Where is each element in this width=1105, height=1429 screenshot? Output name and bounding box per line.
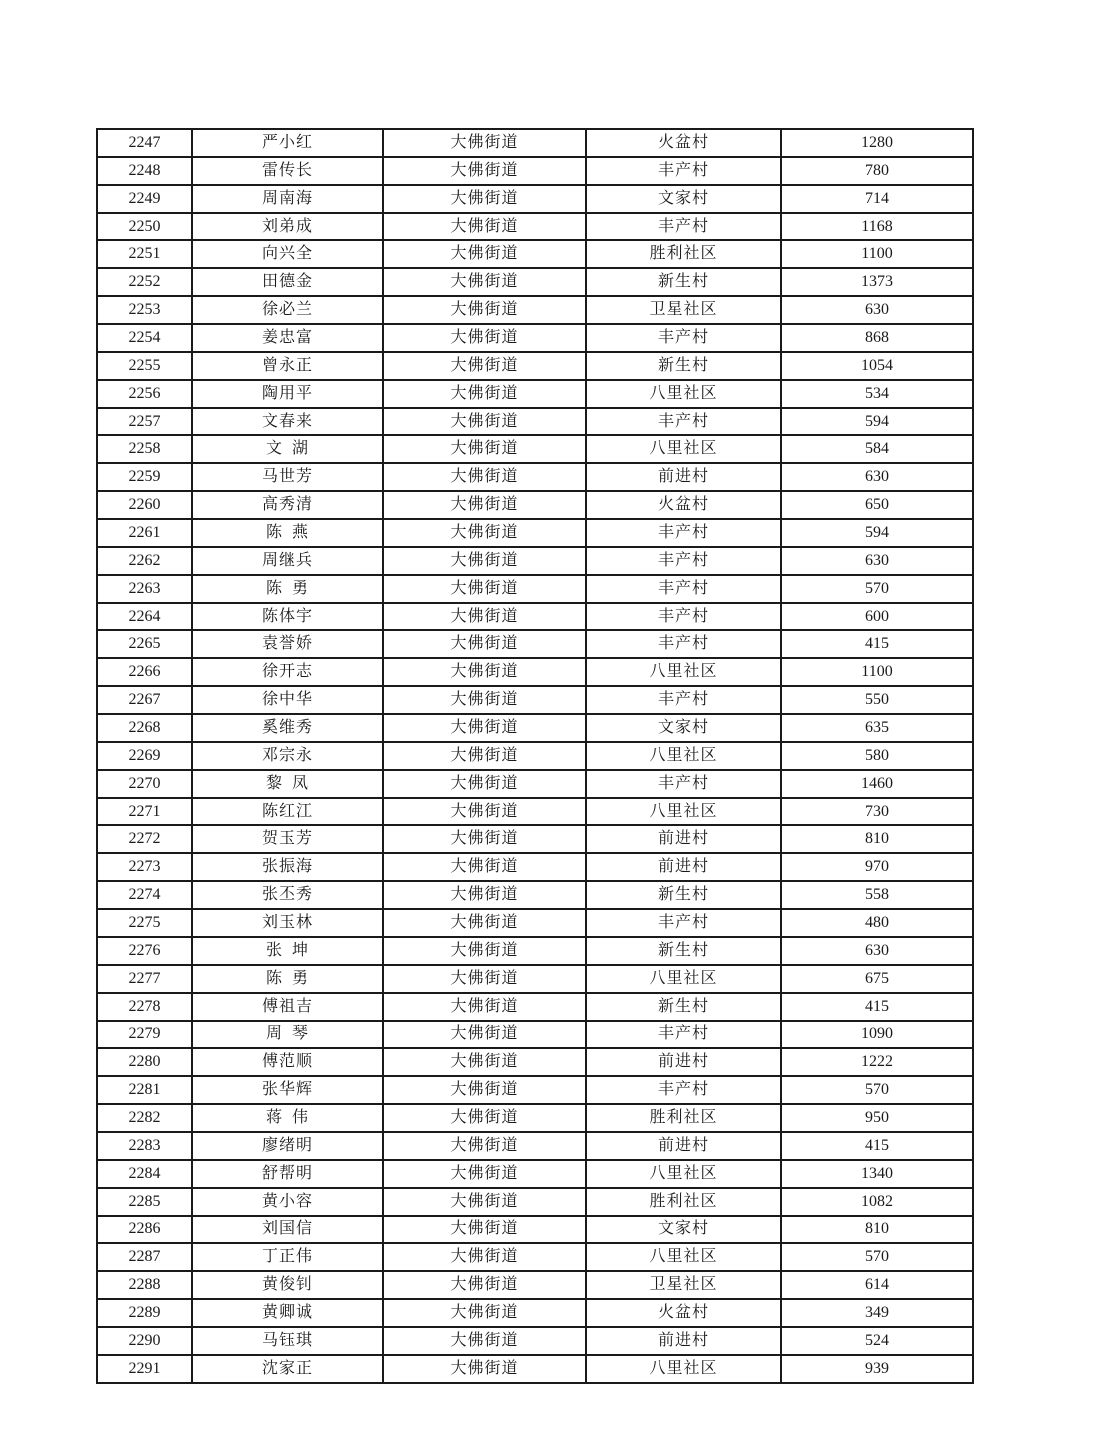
cell-serial: 2254: [97, 324, 192, 352]
cell-serial: 2248: [97, 157, 192, 185]
cell-name: 陈红江: [192, 798, 383, 826]
cell-amount: 570: [781, 1243, 973, 1271]
table-row: [97, 1327, 973, 1355]
cell-village: 丰产村: [586, 157, 781, 185]
table-row: [97, 1104, 973, 1132]
cell-serial: 2279: [97, 1021, 192, 1049]
cell-village: 八里社区: [586, 1160, 781, 1188]
cell-village: 前进村: [586, 463, 781, 491]
cell-amount: 1082: [781, 1188, 973, 1216]
table-row: [97, 491, 973, 519]
cell-name: 雷传长: [192, 157, 383, 185]
cell-village: 胜利社区: [586, 1188, 781, 1216]
cell-name: 黄小容: [192, 1188, 383, 1216]
cell-serial: 2250: [97, 213, 192, 241]
cell-serial: 2286: [97, 1216, 192, 1244]
cell-serial: 2265: [97, 630, 192, 658]
cell-serial: 2260: [97, 491, 192, 519]
cell-amount: 970: [781, 853, 973, 881]
cell-street: 大佛街道: [383, 1299, 586, 1327]
cell-street: 大佛街道: [383, 1243, 586, 1271]
cell-village: 丰产村: [586, 575, 781, 603]
table-row: [97, 408, 973, 436]
cell-serial: 2270: [97, 770, 192, 798]
cell-amount: 1340: [781, 1160, 973, 1188]
cell-amount: 810: [781, 825, 973, 853]
cell-village: 丰产村: [586, 603, 781, 631]
cell-village: 文家村: [586, 714, 781, 742]
cell-name: 周 琴: [192, 1021, 383, 1049]
table-row: [97, 714, 973, 742]
cell-street: 大佛街道: [383, 380, 586, 408]
cell-serial: 2277: [97, 965, 192, 993]
cell-street: 大佛街道: [383, 435, 586, 463]
cell-name: 文春来: [192, 408, 383, 436]
cell-village: 新生村: [586, 881, 781, 909]
cell-name: 马钰琪: [192, 1327, 383, 1355]
table-row: [97, 770, 973, 798]
cell-name: 刘国信: [192, 1216, 383, 1244]
cell-serial: 2266: [97, 658, 192, 686]
cell-amount: 939: [781, 1355, 973, 1383]
table-row: [97, 1160, 973, 1188]
cell-serial: 2291: [97, 1355, 192, 1383]
table-row: [97, 435, 973, 463]
cell-serial: 2272: [97, 825, 192, 853]
cell-village: 八里社区: [586, 742, 781, 770]
cell-name: 徐必兰: [192, 296, 383, 324]
cell-village: 前进村: [586, 825, 781, 853]
cell-name: 黄卿诚: [192, 1299, 383, 1327]
cell-street: 大佛街道: [383, 575, 586, 603]
cell-amount: 1090: [781, 1021, 973, 1049]
cell-street: 大佛街道: [383, 714, 586, 742]
cell-amount: 1054: [781, 352, 973, 380]
cell-serial: 2267: [97, 686, 192, 714]
cell-village: 前进村: [586, 1132, 781, 1160]
cell-name: 黎 凤: [192, 770, 383, 798]
cell-street: 大佛街道: [383, 1021, 586, 1049]
cell-street: 大佛街道: [383, 491, 586, 519]
table-row: [97, 937, 973, 965]
cell-amount: 415: [781, 630, 973, 658]
cell-village: 胜利社区: [586, 240, 781, 268]
cell-name: 贺玉芳: [192, 825, 383, 853]
cell-street: 大佛街道: [383, 129, 586, 157]
cell-village: 丰产村: [586, 213, 781, 241]
cell-amount: 614: [781, 1271, 973, 1299]
table-row: [97, 742, 973, 770]
cell-village: 八里社区: [586, 658, 781, 686]
table-row: [97, 1048, 973, 1076]
table-row: [97, 993, 973, 1021]
cell-village: 丰产村: [586, 909, 781, 937]
cell-serial: 2287: [97, 1243, 192, 1271]
cell-street: 大佛街道: [383, 1327, 586, 1355]
cell-street: 大佛街道: [383, 1216, 586, 1244]
cell-name: 陈 燕: [192, 519, 383, 547]
cell-serial: 2262: [97, 547, 192, 575]
cell-amount: 1373: [781, 268, 973, 296]
cell-name: 邓宗永: [192, 742, 383, 770]
cell-amount: 594: [781, 408, 973, 436]
cell-name: 陈 勇: [192, 965, 383, 993]
cell-serial: 2271: [97, 798, 192, 826]
cell-amount: 594: [781, 519, 973, 547]
table-row: [97, 1021, 973, 1049]
cell-name: 严小红: [192, 129, 383, 157]
cell-amount: 1168: [781, 213, 973, 241]
cell-street: 大佛街道: [383, 686, 586, 714]
cell-name: 陈 勇: [192, 575, 383, 603]
cell-village: 文家村: [586, 185, 781, 213]
cell-serial: 2284: [97, 1160, 192, 1188]
cell-street: 大佛街道: [383, 1076, 586, 1104]
cell-name: 丁正伟: [192, 1243, 383, 1271]
cell-village: 火盆村: [586, 491, 781, 519]
cell-street: 大佛街道: [383, 213, 586, 241]
cell-street: 大佛街道: [383, 240, 586, 268]
table-row: [97, 1299, 973, 1327]
cell-name: 向兴全: [192, 240, 383, 268]
cell-name: 傅范顺: [192, 1048, 383, 1076]
cell-street: 大佛街道: [383, 603, 586, 631]
cell-street: 大佛街道: [383, 519, 586, 547]
cell-street: 大佛街道: [383, 965, 586, 993]
cell-serial: 2247: [97, 129, 192, 157]
cell-serial: 2259: [97, 463, 192, 491]
table-row: [97, 240, 973, 268]
cell-serial: 2257: [97, 408, 192, 436]
cell-amount: 1100: [781, 658, 973, 686]
table-row: [97, 268, 973, 296]
cell-serial: 2288: [97, 1271, 192, 1299]
cell-street: 大佛街道: [383, 268, 586, 296]
cell-village: 新生村: [586, 993, 781, 1021]
table-row: [97, 603, 973, 631]
cell-amount: 630: [781, 547, 973, 575]
table-row: [97, 1076, 973, 1104]
resident-roster-table: [96, 128, 974, 1384]
cell-village: 丰产村: [586, 547, 781, 575]
cell-amount: 810: [781, 1216, 973, 1244]
cell-name: 马世芳: [192, 463, 383, 491]
cell-street: 大佛街道: [383, 352, 586, 380]
cell-village: 八里社区: [586, 435, 781, 463]
cell-serial: 2261: [97, 519, 192, 547]
table-row: [97, 1243, 973, 1271]
cell-street: 大佛街道: [383, 547, 586, 575]
cell-street: 大佛街道: [383, 937, 586, 965]
table-row: [97, 547, 973, 575]
cell-amount: 780: [781, 157, 973, 185]
cell-village: 丰产村: [586, 1021, 781, 1049]
cell-name: 袁誉娇: [192, 630, 383, 658]
cell-amount: 630: [781, 296, 973, 324]
table-row: [97, 686, 973, 714]
cell-serial: 2285: [97, 1188, 192, 1216]
cell-name: 张振海: [192, 853, 383, 881]
cell-village: 前进村: [586, 1327, 781, 1355]
cell-serial: 2274: [97, 881, 192, 909]
cell-street: 大佛街道: [383, 324, 586, 352]
cell-street: 大佛街道: [383, 853, 586, 881]
cell-serial: 2281: [97, 1076, 192, 1104]
cell-village: 新生村: [586, 937, 781, 965]
cell-name: 傅祖吉: [192, 993, 383, 1021]
cell-name: 刘弟成: [192, 213, 383, 241]
cell-street: 大佛街道: [383, 881, 586, 909]
cell-village: 卫星社区: [586, 296, 781, 324]
cell-village: 火盆村: [586, 129, 781, 157]
cell-village: 丰产村: [586, 519, 781, 547]
cell-village: 丰产村: [586, 770, 781, 798]
cell-serial: 2289: [97, 1299, 192, 1327]
cell-amount: 600: [781, 603, 973, 631]
cell-street: 大佛街道: [383, 1048, 586, 1076]
table-row: [97, 296, 973, 324]
cell-name: 陈体宇: [192, 603, 383, 631]
cell-village: 新生村: [586, 268, 781, 296]
cell-name: 周继兵: [192, 547, 383, 575]
table-row: [97, 185, 973, 213]
cell-serial: 2255: [97, 352, 192, 380]
cell-amount: 630: [781, 937, 973, 965]
table-row: [97, 909, 973, 937]
table-body: [97, 129, 973, 1383]
table-row: [97, 881, 973, 909]
cell-amount: 1100: [781, 240, 973, 268]
cell-village: 丰产村: [586, 324, 781, 352]
cell-street: 大佛街道: [383, 1188, 586, 1216]
cell-amount: 415: [781, 993, 973, 1021]
table-row: [97, 798, 973, 826]
cell-amount: 570: [781, 575, 973, 603]
cell-serial: 2263: [97, 575, 192, 603]
cell-name: 奚维秀: [192, 714, 383, 742]
cell-amount: 534: [781, 380, 973, 408]
cell-village: 八里社区: [586, 965, 781, 993]
table-row: [97, 630, 973, 658]
cell-serial: 2276: [97, 937, 192, 965]
cell-serial: 2253: [97, 296, 192, 324]
cell-village: 火盆村: [586, 1299, 781, 1327]
cell-serial: 2269: [97, 742, 192, 770]
table-row: [97, 129, 973, 157]
cell-serial: 2283: [97, 1132, 192, 1160]
cell-village: 丰产村: [586, 408, 781, 436]
cell-name: 徐中华: [192, 686, 383, 714]
cell-serial: 2290: [97, 1327, 192, 1355]
cell-name: 舒帮明: [192, 1160, 383, 1188]
cell-amount: 630: [781, 463, 973, 491]
cell-name: 蒋 伟: [192, 1104, 383, 1132]
cell-name: 陶用平: [192, 380, 383, 408]
cell-name: 沈家正: [192, 1355, 383, 1383]
cell-amount: 1280: [781, 129, 973, 157]
cell-serial: 2280: [97, 1048, 192, 1076]
cell-serial: 2252: [97, 268, 192, 296]
cell-street: 大佛街道: [383, 1355, 586, 1383]
cell-village: 丰产村: [586, 1076, 781, 1104]
cell-village: 八里社区: [586, 798, 781, 826]
cell-name: 田德金: [192, 268, 383, 296]
cell-village: 前进村: [586, 1048, 781, 1076]
cell-amount: 550: [781, 686, 973, 714]
cell-street: 大佛街道: [383, 825, 586, 853]
cell-name: 廖绪明: [192, 1132, 383, 1160]
cell-village: 八里社区: [586, 1243, 781, 1271]
cell-name: 刘玉林: [192, 909, 383, 937]
cell-street: 大佛街道: [383, 909, 586, 937]
table-row: [97, 519, 973, 547]
table-row: [97, 1271, 973, 1299]
cell-serial: 2275: [97, 909, 192, 937]
cell-amount: 415: [781, 1132, 973, 1160]
cell-name: 高秀清: [192, 491, 383, 519]
cell-amount: 868: [781, 324, 973, 352]
cell-village: 丰产村: [586, 686, 781, 714]
cell-amount: 635: [781, 714, 973, 742]
table-row: [97, 853, 973, 881]
table-row: [97, 463, 973, 491]
cell-name: 张华辉: [192, 1076, 383, 1104]
cell-village: 前进村: [586, 853, 781, 881]
cell-village: 卫星社区: [586, 1271, 781, 1299]
table-row: [97, 213, 973, 241]
cell-village: 新生村: [586, 352, 781, 380]
table-row: [97, 965, 973, 993]
cell-name: 徐开志: [192, 658, 383, 686]
cell-street: 大佛街道: [383, 296, 586, 324]
table-row: [97, 1188, 973, 1216]
table-row: [97, 1355, 973, 1383]
table-row: [97, 825, 973, 853]
table-row: [97, 1216, 973, 1244]
cell-amount: 675: [781, 965, 973, 993]
cell-street: 大佛街道: [383, 463, 586, 491]
cell-village: 八里社区: [586, 380, 781, 408]
cell-serial: 2264: [97, 603, 192, 631]
cell-village: 八里社区: [586, 1355, 781, 1383]
cell-serial: 2251: [97, 240, 192, 268]
cell-name: 曾永正: [192, 352, 383, 380]
table-row: [97, 1132, 973, 1160]
cell-village: 胜利社区: [586, 1104, 781, 1132]
cell-name: 张 坤: [192, 937, 383, 965]
cell-amount: 1460: [781, 770, 973, 798]
cell-street: 大佛街道: [383, 658, 586, 686]
cell-street: 大佛街道: [383, 157, 586, 185]
cell-amount: 524: [781, 1327, 973, 1355]
cell-amount: 584: [781, 435, 973, 463]
cell-amount: 480: [781, 909, 973, 937]
cell-street: 大佛街道: [383, 408, 586, 436]
cell-street: 大佛街道: [383, 770, 586, 798]
table-row: [97, 575, 973, 603]
cell-street: 大佛街道: [383, 1271, 586, 1299]
cell-street: 大佛街道: [383, 993, 586, 1021]
cell-serial: 2268: [97, 714, 192, 742]
cell-amount: 570: [781, 1076, 973, 1104]
cell-amount: 580: [781, 742, 973, 770]
table-row: [97, 352, 973, 380]
cell-name: 张丕秀: [192, 881, 383, 909]
cell-amount: 1222: [781, 1048, 973, 1076]
cell-amount: 714: [781, 185, 973, 213]
cell-amount: 558: [781, 881, 973, 909]
cell-serial: 2256: [97, 380, 192, 408]
cell-street: 大佛街道: [383, 1132, 586, 1160]
cell-village: 丰产村: [586, 630, 781, 658]
cell-serial: 2258: [97, 435, 192, 463]
cell-serial: 2278: [97, 993, 192, 1021]
cell-village: 文家村: [586, 1216, 781, 1244]
cell-amount: 950: [781, 1104, 973, 1132]
cell-street: 大佛街道: [383, 630, 586, 658]
cell-serial: 2273: [97, 853, 192, 881]
cell-serial: 2249: [97, 185, 192, 213]
cell-street: 大佛街道: [383, 798, 586, 826]
cell-name: 周南海: [192, 185, 383, 213]
table-row: [97, 157, 973, 185]
cell-street: 大佛街道: [383, 1104, 586, 1132]
cell-street: 大佛街道: [383, 1160, 586, 1188]
cell-street: 大佛街道: [383, 742, 586, 770]
table-row: [97, 658, 973, 686]
table-row: [97, 324, 973, 352]
cell-amount: 730: [781, 798, 973, 826]
cell-name: 姜忠富: [192, 324, 383, 352]
cell-serial: 2282: [97, 1104, 192, 1132]
table-row: [97, 380, 973, 408]
cell-amount: 650: [781, 491, 973, 519]
cell-amount: 349: [781, 1299, 973, 1327]
cell-name: 黄俊钊: [192, 1271, 383, 1299]
cell-street: 大佛街道: [383, 185, 586, 213]
cell-name: 文 湖: [192, 435, 383, 463]
